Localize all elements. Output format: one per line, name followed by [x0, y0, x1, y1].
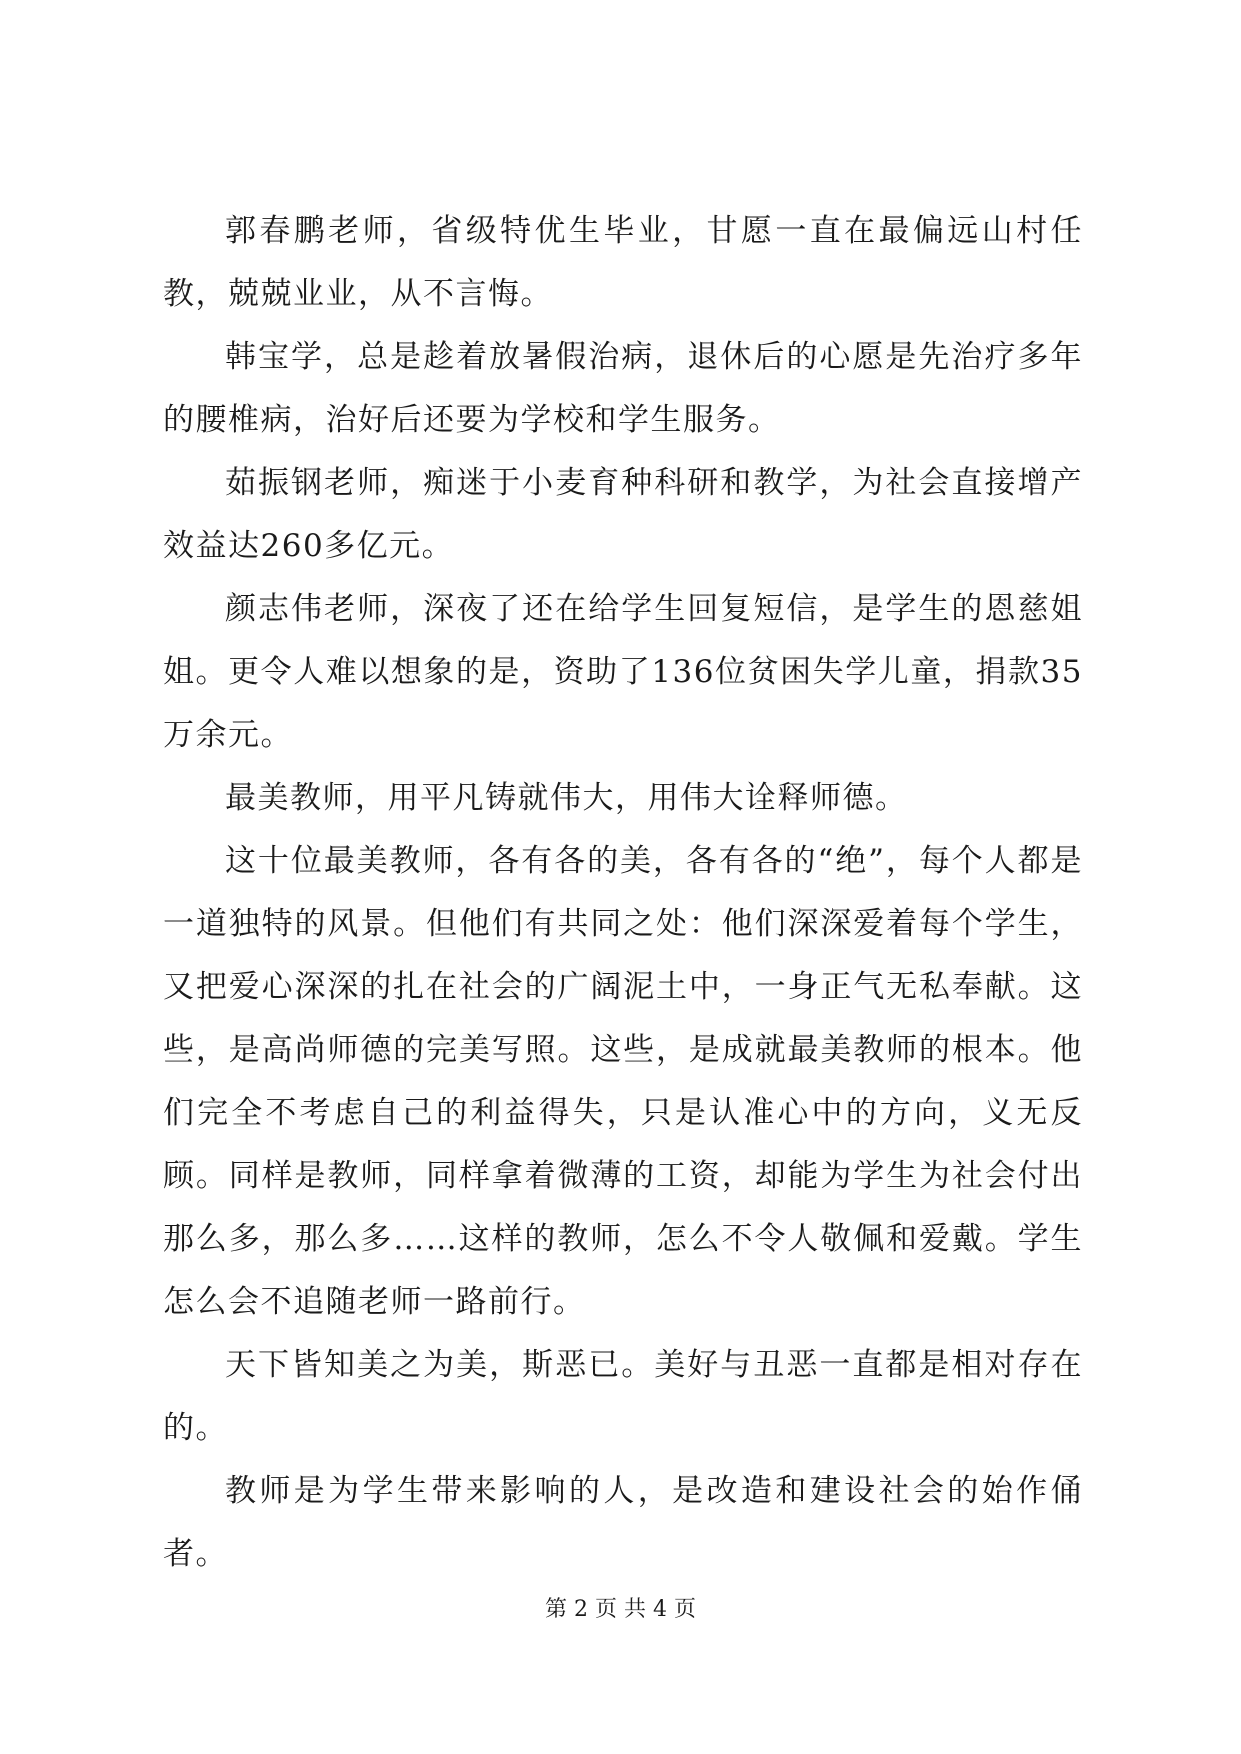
paragraph-ru-zhengang: 茹振钢老师，痴迷于小麦育种科研和教学，为社会直接增产效益达260多亿元。: [163, 465, 1083, 564]
paragraph-guo-chunpeng: 郭春鹏老师，省级特优生毕业，甘愿一直在最偏远山村任教，兢兢业业，从不言悔。: [163, 213, 1083, 312]
body-text: [163, 200, 1083, 1586]
paragraph-most-beautiful-teacher: 最美教师，用平凡铸就伟大，用伟大诠释师德。: [225, 780, 908, 816]
paragraph-beauty-and-ugliness: 天下皆知美之为美，斯恶已。美好与丑恶一直都是相对存在的。: [163, 1347, 1083, 1446]
paragraph-yan-zhiwei: 颜志伟老师，深夜了还在给学生回复短信，是学生的恩慈姐姐。更令人难以想象的是，资助了136位贫困失学儿童，捐款35万余元。: [163, 591, 1083, 753]
paragraph-ten-teachers: 这十位最美教师，各有各的美，各有各的“绝”，每个人都是一道独特的风景。但他们有共同之处：他们深深爱着每个学生，又把爱心深深的扎在社会的广阔泥土中，一身正气无私奉献。这些，是高尚师德的完美写照。这些，是成就最美教师的根本。他们完全不考虑自己的利益得失，只是认准心中的方向，义无反顾。同样是教师，同样拿着微薄的工资，却能为学生为社会付出那么多，那么多……这样的教师，怎么不令人敬佩和爱戴。学生怎么会不追随老师一路前行。: [163, 843, 1083, 1320]
paragraph-teacher-influence: 教师是为学生带来影响的人，是改造和建设社会的始作俑者。: [163, 1473, 1083, 1572]
page-number-footer: 第 2 页 共 4 页: [545, 1597, 696, 1622]
paragraph-han-baoxue: 韩宝学，总是趁着放暑假治病，退休后的心愿是先治疗多年的腰椎病，治好后还要为学校和学生服务。: [163, 339, 1083, 438]
